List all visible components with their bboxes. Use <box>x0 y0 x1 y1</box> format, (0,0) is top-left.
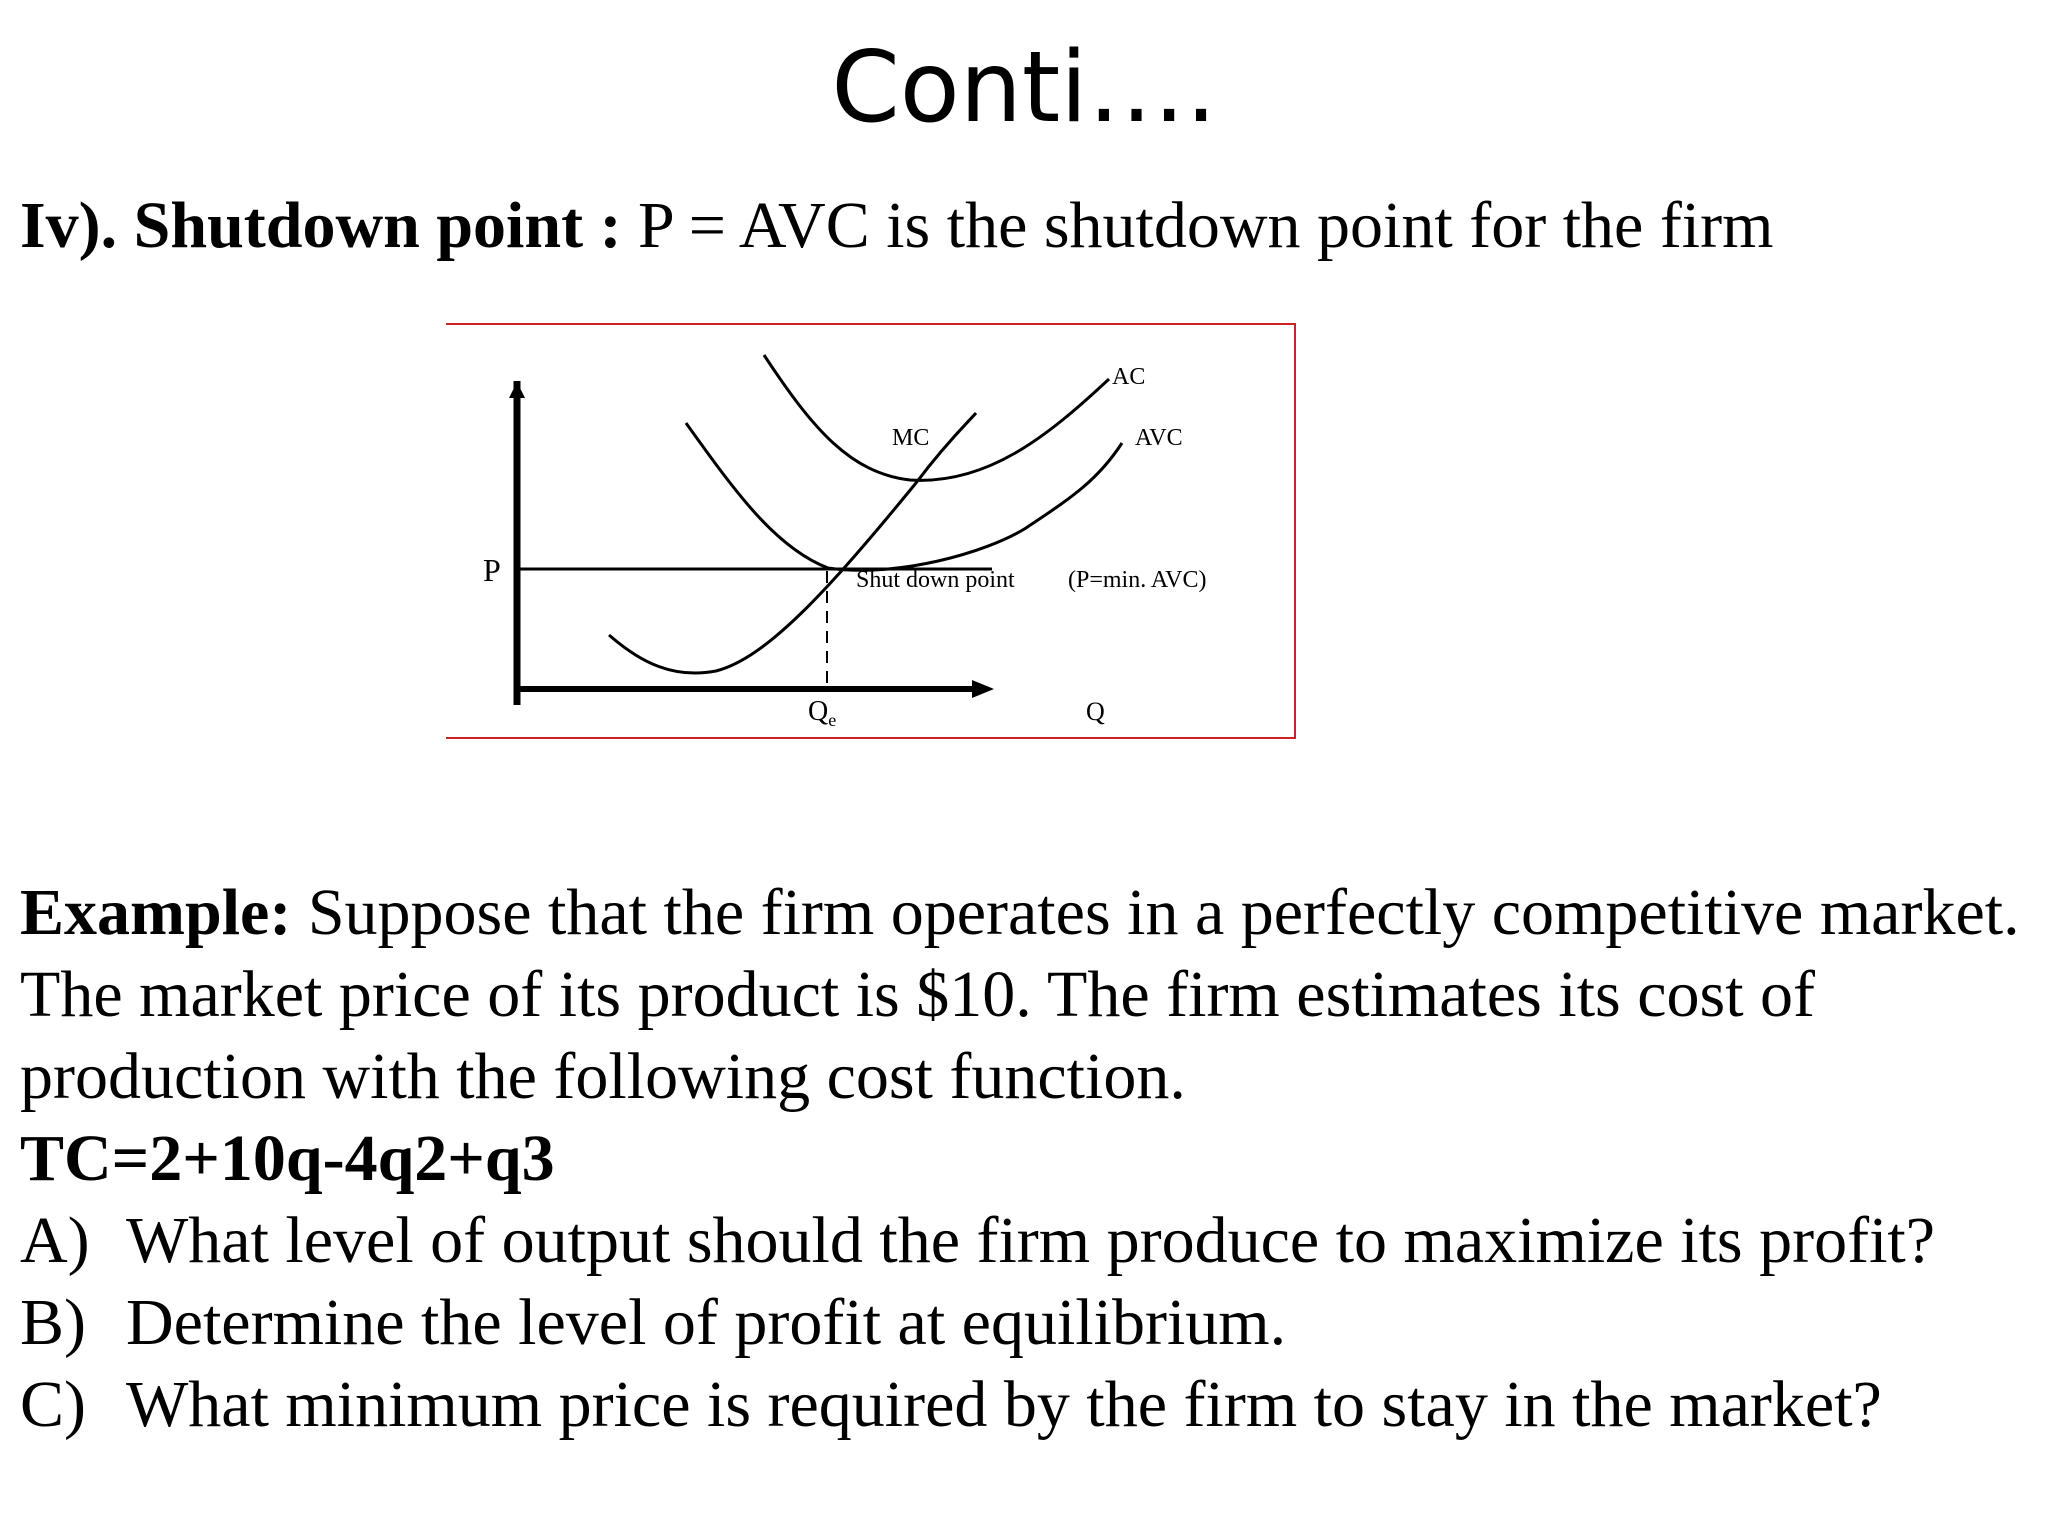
equilibrium-quantity-letter: Q <box>808 696 829 727</box>
question-text: What level of output should the firm produce to maximize its profit? <box>126 1204 1936 1277</box>
question-text: Determine the level of profit at equilibrium. <box>126 1286 1287 1359</box>
equilibrium-quantity-subscript: e <box>828 710 837 730</box>
example-text: Suppose that the firm operates in a perfectly competitive market. The market price of its product is $10. The firm estimates its cost of production with the following cost function. <box>20 876 2020 1113</box>
price-axis-label: P <box>483 552 501 588</box>
question-item-a <box>20 1200 2030 1282</box>
example-block <box>20 872 2030 1446</box>
shutdown-heading-text: P = AVC is the shutdown point for the firm <box>621 189 1774 262</box>
shutdown-condition-label: (P=min. AVC) <box>1068 567 1207 593</box>
equilibrium-quantity-label <box>808 696 836 730</box>
shutdown-point-label: Shut down point <box>856 567 1015 593</box>
slide-title: Conti…. <box>831 31 1217 145</box>
shutdown-heading-label: Iv). Shutdown point : <box>20 189 622 262</box>
example-label: Example: <box>20 876 292 949</box>
question-marker: C) <box>20 1368 86 1441</box>
quantity-axis-label: Q <box>1086 697 1105 726</box>
example-paragraph <box>20 872 2030 1118</box>
question-marker: A) <box>20 1204 90 1277</box>
avc-label: AVC <box>1135 425 1183 451</box>
x-axis-arrow-icon <box>972 680 994 698</box>
question-list <box>20 1200 2030 1446</box>
question-text: What minimum price is required by the firm to stay in the market? <box>126 1368 1882 1441</box>
y-axis-arrow-icon <box>509 382 525 398</box>
mc-curve <box>609 413 976 673</box>
ac-curve <box>764 355 1109 480</box>
question-item-b <box>20 1282 2030 1364</box>
ac-label: AC <box>1112 364 1146 390</box>
shutdown-heading <box>20 186 1773 266</box>
question-item-c <box>20 1364 2030 1446</box>
shutdown-point-diagram <box>446 323 1296 739</box>
mc-label: MC <box>892 425 930 451</box>
question-marker: B) <box>20 1286 86 1359</box>
cost-function-formula: TC=2+10q-4q2+q3 <box>20 1122 555 1195</box>
